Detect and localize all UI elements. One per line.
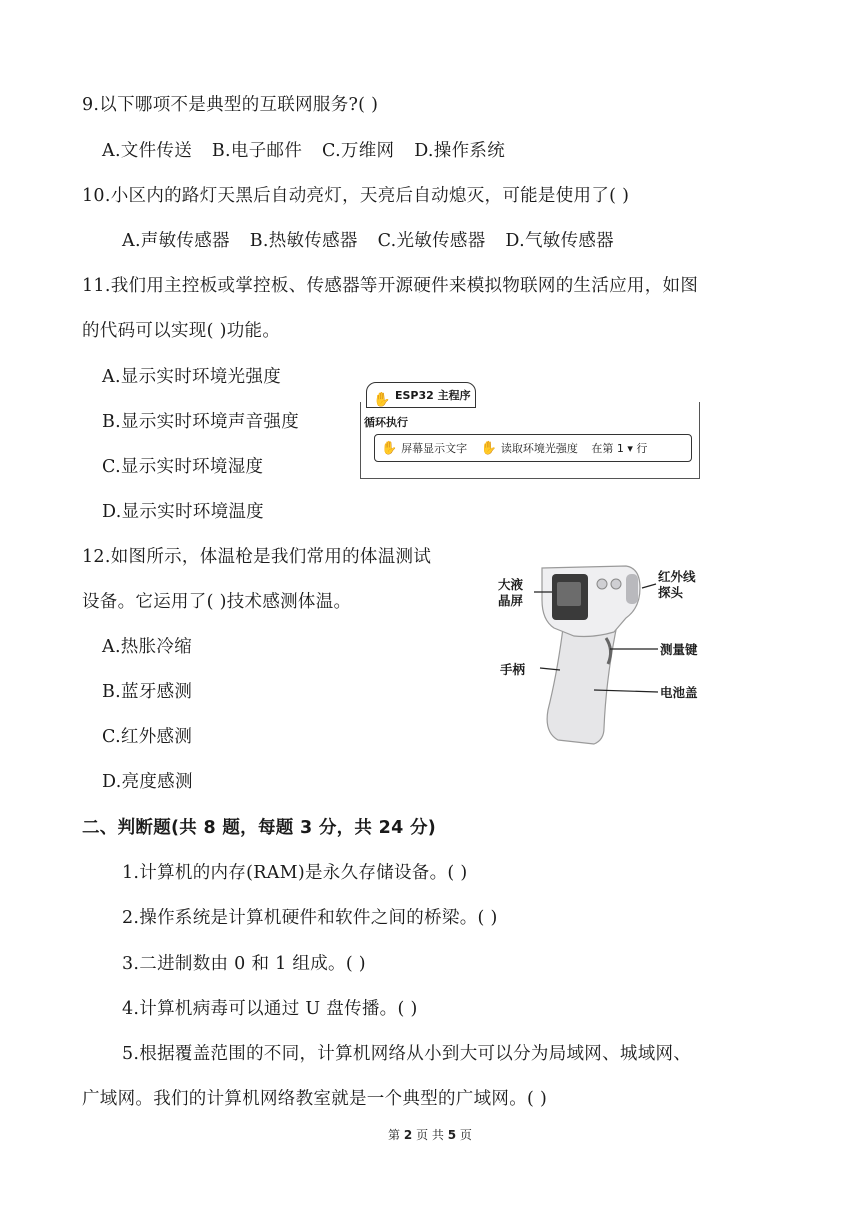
q11-option-c: C.显示实时环境湿度: [102, 457, 264, 477]
ir-label-line2: 探头: [658, 585, 684, 600]
footer-prefix: 第: [388, 1128, 401, 1142]
judge-item-1: 1.计算机的内存(RAM)是永久存储设备。( ): [122, 863, 468, 883]
q11-option-a: A.显示实时环境光强度: [102, 367, 281, 387]
section2-heading: 二、判断题(共 8 题，每题 3 分，共 24 分): [82, 818, 437, 838]
main-program-block: [366, 382, 476, 408]
lcd-display: [557, 582, 581, 606]
display-icon: ✋: [381, 441, 398, 456]
display-text-block: [374, 434, 692, 462]
main-program-label: ESP32 主程序: [395, 389, 471, 402]
loop-label: 循环执行: [364, 416, 408, 429]
q11-option-d: D.显示实时环境温度: [102, 502, 264, 522]
q10-option-b: B.热敏传感器: [249, 231, 358, 251]
q10-option-c: C.光敏传感器: [377, 231, 486, 251]
q11-option-b: B.显示实时环境声音强度: [102, 412, 300, 432]
footer-mid: 页 共: [416, 1128, 444, 1142]
q9-option-a: A.文件传送: [102, 141, 193, 161]
judge-item-2: 2.操作系统是计算机硬件和软件之间的桥梁。( ): [122, 908, 498, 928]
thermometer-figure: [494, 560, 734, 750]
button-icon: [611, 579, 621, 589]
q12-stem-line2: 设备。它运用了( )技术感测体温。: [82, 592, 352, 612]
q9-options: [102, 139, 519, 163]
sensor-label: 读取环境光强度: [500, 442, 578, 455]
q10-option-d: D.气敏传感器: [505, 231, 614, 251]
q12-option-a: A.热胀冷缩: [102, 637, 193, 657]
q10-option-a: A.声敏传感器: [122, 231, 230, 251]
q11-stem-line1: 11.我们用主控板或掌控板、传感器等开源硬件来模拟物联网的生活应用，如图: [82, 276, 699, 296]
total-pages: 5: [447, 1128, 457, 1142]
judge-item-5-line1: 5.根据覆盖范围的不同，计算机网络从小到大可以分为局域网、城域网、: [122, 1044, 692, 1064]
handle-label: 手柄: [500, 662, 526, 677]
q9-option-b: B.电子邮件: [211, 141, 303, 161]
judge-item-3: 3.二进制数由 0 和 1 组成。( ): [122, 954, 366, 974]
ir-probe: [626, 574, 638, 604]
button-icon: [597, 579, 607, 589]
judge-item-4: 4.计算机病毒可以通过 U 盘传播。( ): [122, 999, 418, 1019]
q12-stem-line1: 12.如图所示，体温枪是我们常用的体温测试: [82, 547, 432, 567]
current-page: 2: [403, 1128, 413, 1142]
display-text-label: 屏幕显示文字: [401, 442, 468, 455]
judge-item-5-line2: 广域网。我们的计算机网络教室就是一个典型的广域网。( ): [82, 1089, 548, 1109]
lcd-label-line1: 大液: [498, 577, 524, 592]
code-block-figure: [360, 372, 700, 482]
q9-option-c: C.万维网: [322, 141, 395, 161]
page-footer: [0, 1126, 860, 1143]
q12-option-b: B.蓝牙感测: [102, 682, 193, 702]
row-selector: 在第 1 ▾ 行: [591, 442, 648, 455]
q12-option-c: C.红外感测: [102, 727, 193, 747]
q10-options: [122, 229, 628, 253]
q12-option-d: D.亮度感测: [102, 772, 193, 792]
ir-label-line1: 红外线: [658, 569, 696, 584]
q9-option-d: D.操作系统: [414, 141, 505, 161]
thermometer-illustration: [494, 560, 734, 750]
q11-stem-line2: 的代码可以实现( )功能。: [82, 321, 281, 341]
footer-suffix: 页: [459, 1128, 472, 1142]
sensor-icon: ✋: [480, 441, 497, 456]
measure-key-label: 测量键: [660, 642, 698, 657]
lcd-label-line2: 晶屏: [498, 593, 524, 608]
q9-stem: 9.以下哪项不是典型的互联网服务?( ): [82, 95, 379, 115]
q10-stem: 10.小区内的路灯天黑后自动亮灯，天亮后自动熄灭，可能是使用了( ): [82, 186, 630, 206]
mpython-icon: ✋: [373, 392, 391, 408]
battery-cover-label: 电池盖: [660, 685, 698, 700]
